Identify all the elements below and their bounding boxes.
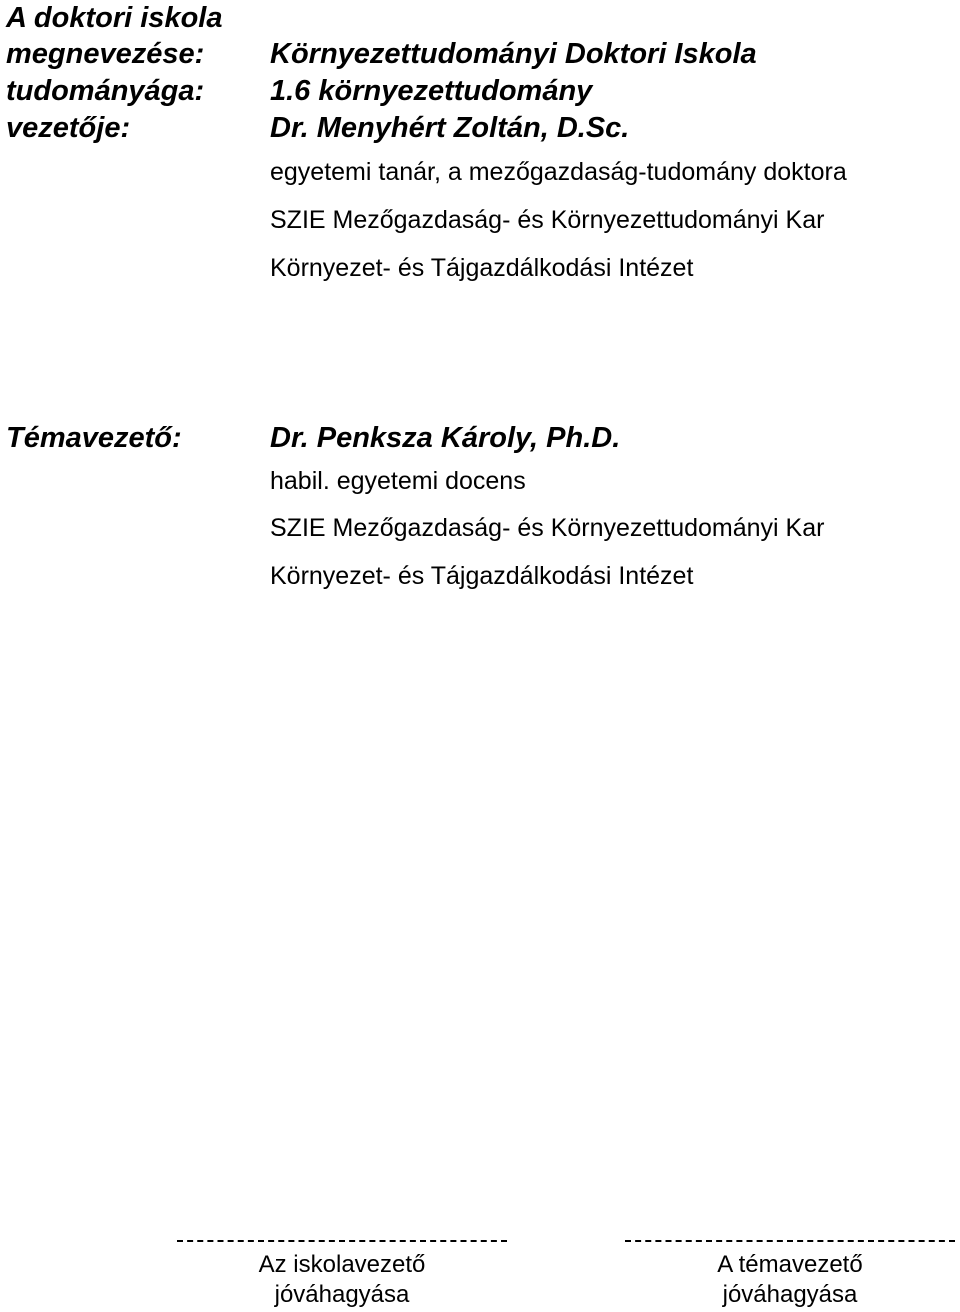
supervisor-title: habil. egyetemi docens xyxy=(270,467,526,495)
signature-block-supervisor xyxy=(620,1240,960,1310)
supervisor-label: Témavezető: xyxy=(6,422,182,454)
signature-left-line1: Az iskolavezető xyxy=(258,1251,426,1278)
signature-left-line2: jóváhagyása xyxy=(274,1281,410,1308)
school-head-name: Dr. Menyhért Zoltán, D.Sc. xyxy=(270,112,630,144)
school-field: 1.6 környezettudomány xyxy=(270,75,593,107)
school-label-line1: A doktori iskola xyxy=(6,2,223,34)
supervisor-faculty: SZIE Mezőgazdaság- és Környezettudományi Kar xyxy=(270,514,825,542)
school-field-label: tudományága: xyxy=(6,75,205,107)
signature-right-line1: A témavezető xyxy=(717,1251,863,1278)
supervisor-institute: Környezet- és Tájgazdálkodási Intézet xyxy=(270,562,694,590)
signature-line-left xyxy=(177,1240,507,1242)
school-head-title: egyetemi tanár, a mezőgazdaság-tudomány doktora xyxy=(270,158,847,186)
signature-line-right xyxy=(625,1240,955,1242)
school-name-label: megnevezése: xyxy=(6,38,205,70)
signature-right-line2: jóváhagyása xyxy=(722,1281,858,1308)
school-head-label: vezetője: xyxy=(6,112,131,144)
school-head-faculty: SZIE Mezőgazdaság- és Környezettudományi Kar xyxy=(270,206,825,234)
supervisor-name: Dr. Penksza Károly, Ph.D. xyxy=(270,422,621,454)
school-head-institute: Környezet- és Tájgazdálkodási Intézet xyxy=(270,254,694,282)
school-name: Környezettudományi Doktori Iskola xyxy=(270,38,757,70)
signature-block-school-head xyxy=(172,1240,512,1310)
